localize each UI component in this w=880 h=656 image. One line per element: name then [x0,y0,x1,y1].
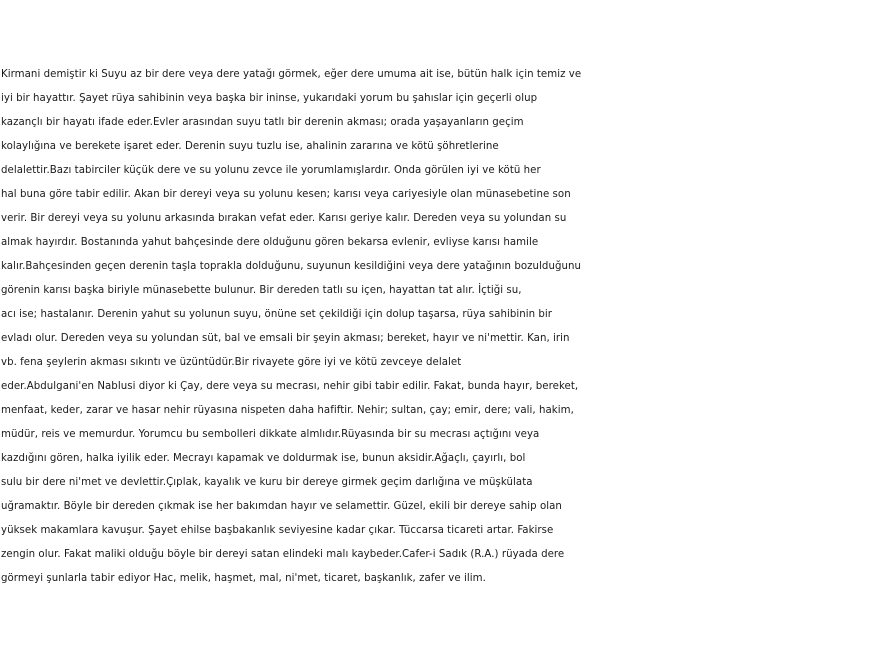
text-line: acı ise; hastalanır. Derenin yahut su yolunun suyu, önüne set çekildiği için dolup taşarsa, rüya sahibinin bir [1,309,553,320]
text-line: vb. fena şeylerin akması sıkıntı ve üzüntüdür.Bir rivayete göre iyi ve kötü zevceye delalet [1,357,462,368]
text-line: almak hayırdır. Bostanında yahut bahçesinde dere olduğunu gören bekarsa evlenir, evliyse karısı hamile [1,237,539,248]
text-line: evladı olur. Dereden veya su yolundan süt, bal ve emsali bir şeyin akması; bereket, hayır ve ni'mettir. Kan, irin [1,333,570,344]
text-line: kalır.Bahçesinden geçen derenin taşla toprakla dolduğunu, suyunun kesildiğini veya dere yatağının bozulduğunu [1,261,581,272]
text-line: yüksek makamlara kavuşur. Şayet ehilse başbakanlık seviyesine kadar çıkar. Tüccarsa ticareti artar. Fakirse [1,525,554,536]
text-line: görmeyi şunlarla tabir ediyor Hac, melik, haşmet, mal, ni'met, ticaret, başkanlık, zafer ve ilim. [1,573,486,584]
text-line: kazdığını gören, halka iyilik eder. Mecrayı kapamak ve doldurmak ise, bunun aksidir.Ağaçlı, çayırlı, bol [1,453,526,464]
text-line: hal buna göre tabir edilir. Akan bir dereyi veya su yolunu kesen; karısı veya cariyesiyle olan münasebetine son [1,189,571,200]
text-line: zengin olur. Fakat maliki olduğu böyle bir dereyi satan elindeki malı kaybeder.Cafer-i Sadık (R.A.) rüyada dere [1,549,565,560]
text-line: görenin karısı başka biriyle münasebette bulunur. Bir dereden tatlı su içen, hayattan tat alır. İçtiği su, [1,285,522,296]
text-line: sulu bir dere ni'met ve devlettir.Çıplak, kayalık ve kuru bir dereye girmek geçim darlığına ve müşkülata [1,477,533,488]
text-line: delalettir.Bazı tabirciler küçük dere ve su yolunu zevce ile yorumlamışlardır. Onda görülen iyi ve kötü her [1,165,541,176]
document-body [0,63,880,591]
text-line: eder.Abdulgani'en Nablusi diyor ki Çay, dere veya su mecrası, nehir gibi tabir edilir. Fakat, bunda hayır, bereket, [1,381,579,392]
text-line: menfaat, keder, zarar ve hasar nehir rüyasına nispeten daha hafiftir. Nehir; sultan, çay; emir, dere; vali, hakim, [1,405,574,416]
text-line: kolaylığına ve berekete işaret eder. Derenin suyu tuzlu ise, ahalinin zararına ve kötü şöhretlerine [1,141,499,152]
text-line: kazançlı bir hayatı ifade eder.Evler arasından suyu tatlı bir derenin akması; orada yaşayanların geçim [1,117,524,128]
text-line: iyi bir hayattır. Şayet rüya sahibinin veya başka bir ininse, yukarıdaki yorum bu şahıslar için geçerli olup [1,93,538,104]
text-line: verir. Bir dereyi veya su yolunu arkasında bırakan vefat eder. Karısı geriye kalır. Dereden veya su yolundan su [1,213,567,224]
text-line: Kirmani demiştir ki Suyu az bir dere veya dere yatağı görmek, eğer dere umuma ait ise, bütün halk için temiz ve [1,69,582,80]
text-line: müdür, reis ve memurdur. Yorumcu bu sembolleri dikkate almlıdır.Rüyasında bir su mecrası açtığını veya [1,429,540,440]
text-line: uğramaktır. Böyle bir dereden çıkmak ise her bakımdan hayır ve selamettir. Güzel, ekili bir dereye sahip olan [1,501,562,512]
